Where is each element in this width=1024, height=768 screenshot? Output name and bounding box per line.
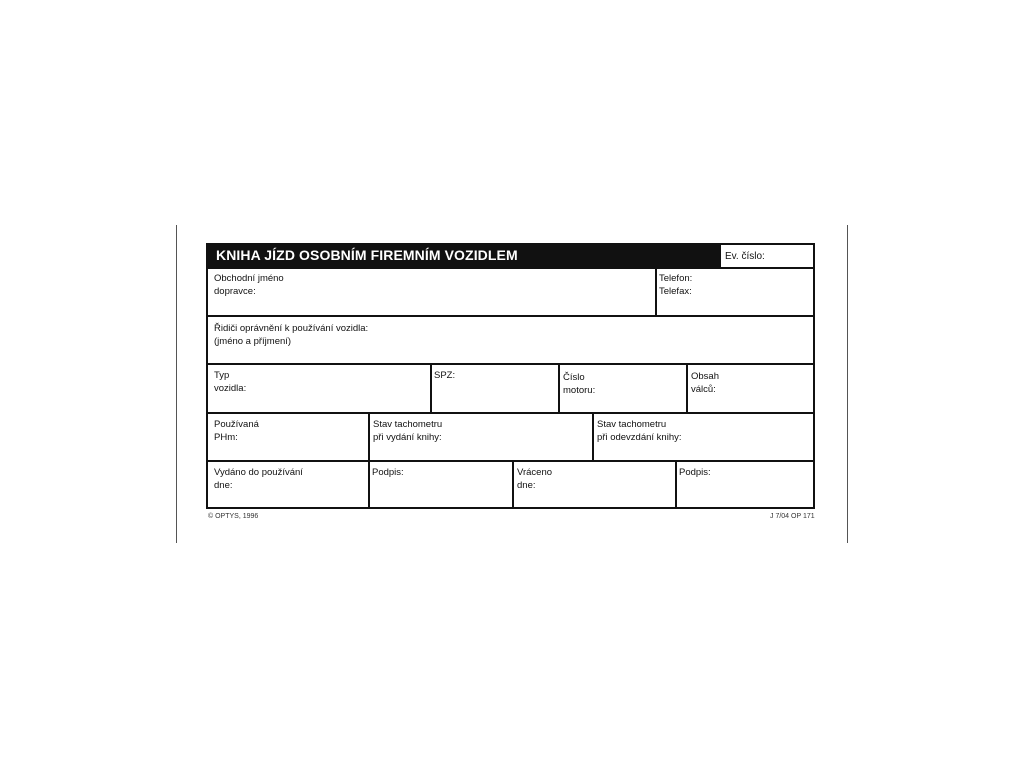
cislo-motoru-field[interactable]: [563, 371, 595, 397]
divider-row3: [208, 412, 813, 414]
logbook-form: [206, 243, 815, 509]
dopravce-label-line2: dopravce:: [214, 286, 256, 297]
divider-row3-v3: [686, 365, 688, 412]
tacho-odevzdani-label-line1: Stav tachometru: [597, 419, 667, 430]
ridici-label-line1: Řidiči oprávnění k používání vozidla:: [214, 323, 369, 334]
title-bar: [208, 245, 719, 267]
vraceno-label-line2: dne:: [517, 480, 536, 491]
vydano-label-line2: dne:: [214, 480, 233, 491]
divider-title: [208, 267, 813, 269]
dopravce-field[interactable]: [214, 272, 284, 298]
trim-line-right: [847, 225, 848, 543]
footer-form-code: J 7/04 OP 171: [770, 513, 815, 520]
typ-label-line1: Typ: [214, 370, 230, 381]
footer-copyright: © OPTYS, 1996: [208, 513, 259, 520]
podpis-vraceni-label: Podpis:: [679, 467, 711, 478]
divider-row2: [208, 363, 813, 365]
vraceno-label-line1: Vráceno: [517, 467, 553, 478]
valce-label-line1: Obsah: [691, 371, 719, 382]
tacho-vydani-field[interactable]: [373, 418, 442, 444]
divider-row1-v1: [655, 269, 657, 315]
vydano-label-line1: Vydáno do používání: [214, 467, 303, 478]
telefon-label: Telefon:: [659, 273, 693, 284]
tacho-vydani-label-line1: Stav tachometru: [373, 419, 443, 430]
ridici-label-line2: (jméno a příjmení): [214, 336, 292, 347]
divider-row4-v2: [592, 414, 594, 460]
motor-label-line2: motoru:: [563, 385, 596, 396]
motor-label-line1: Číslo: [563, 372, 585, 383]
ev-cislo-label: Ev. číslo:: [725, 251, 765, 262]
podpis-vydani-field[interactable]: [372, 466, 404, 479]
telefax-label: Telefax:: [659, 286, 692, 297]
divider-row5-v2: [512, 462, 514, 507]
phm-label-line2: PHm:: [214, 432, 238, 443]
telefon-field[interactable]: [659, 272, 692, 298]
tacho-odevzdani-label-line2: při odevzdání knihy:: [597, 432, 682, 443]
typ-vozidla-field[interactable]: [214, 369, 246, 395]
divider-row5-v3: [675, 462, 677, 507]
typ-label-line2: vozidla:: [214, 383, 247, 394]
obsah-valcu-field[interactable]: [691, 370, 719, 396]
divider-row3-v1: [430, 365, 432, 412]
vydano-field[interactable]: [214, 466, 303, 492]
divider-row4-v1: [368, 414, 370, 460]
spz-label: SPZ:: [434, 370, 456, 381]
divider-row4: [208, 460, 813, 462]
form-title: KNIHA JÍZD OSOBNÍM FIREMNÍM VOZIDLEM: [216, 247, 518, 263]
trim-line-left: [176, 225, 177, 543]
valce-label-line2: válců:: [691, 384, 716, 395]
vraceno-field[interactable]: [517, 466, 552, 492]
podpis-vydani-label: Podpis:: [372, 467, 404, 478]
tacho-vydani-label-line2: při vydání knihy:: [373, 432, 442, 443]
ridici-field[interactable]: [214, 322, 368, 348]
phm-label-line1: Používaná: [214, 419, 259, 430]
ev-cislo-field[interactable]: [719, 245, 815, 267]
divider-row1: [208, 315, 813, 317]
divider-row3-v2: [558, 365, 560, 412]
podpis-vraceni-field[interactable]: [679, 466, 711, 479]
spz-field[interactable]: [434, 369, 455, 382]
tacho-odevzdani-field[interactable]: [597, 418, 682, 444]
phm-field[interactable]: [214, 418, 259, 444]
dopravce-label-line1: Obchodní jméno: [214, 273, 284, 284]
divider-row5-v1: [368, 462, 370, 507]
